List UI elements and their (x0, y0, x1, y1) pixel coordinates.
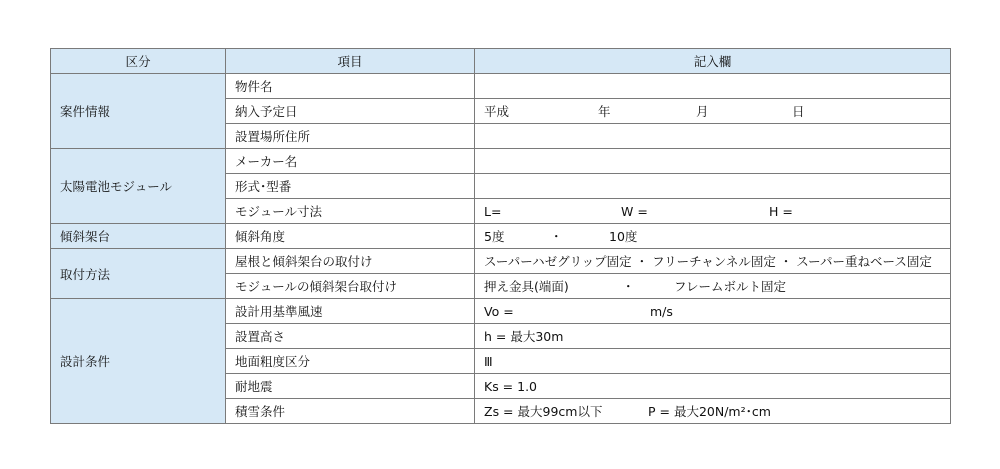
item-seismic: 耐地震 (226, 374, 475, 399)
entry-design-wind-speed[interactable] (475, 299, 951, 324)
entry-property-name[interactable] (475, 74, 951, 99)
entry-model-number[interactable] (475, 174, 951, 199)
table-row (51, 74, 951, 99)
snow-load: P = 最大20N/m²･cm (648, 404, 771, 419)
category-design-conditions: 設計条件 (51, 299, 226, 424)
angle-option-10: 10度 (609, 229, 638, 244)
header-entry: 記入欄 (475, 49, 951, 74)
snow-depth: Zs = 最大99cm以下 (484, 404, 603, 419)
item-terrain-roughness: 地面粗度区分 (226, 349, 475, 374)
item-install-address: 設置場所住所 (226, 124, 475, 149)
item-property-name: 物件名 (226, 74, 475, 99)
spec-form-table (50, 48, 951, 424)
item-snow-conditions: 積雪条件 (226, 399, 475, 424)
header-category: 区分 (51, 49, 226, 74)
category-project-info: 案件情報 (51, 74, 226, 149)
category-solar-module: 太陽電池モジュール (51, 149, 226, 224)
entry-tilt-angle[interactable] (475, 224, 951, 249)
mount-separator: ・ (622, 279, 635, 294)
entry-snow-conditions (475, 399, 951, 424)
header-item: 項目 (226, 49, 475, 74)
mount-option-clamp: 押え金具(端面) (484, 279, 569, 294)
table-row (51, 249, 951, 274)
entry-seismic: Ks = 1.0 (475, 374, 951, 399)
item-module-mounting: モジュールの傾斜架台取付け (226, 274, 475, 299)
item-module-dimensions: モジュール寸法 (226, 199, 475, 224)
item-design-wind-speed: 設計用基準風速 (226, 299, 475, 324)
item-tilt-angle: 傾斜角度 (226, 224, 475, 249)
mount-option-bolt: フレームボルト固定 (674, 279, 787, 294)
item-model-number: 形式･型番 (226, 174, 475, 199)
dim-width-label: W = (621, 203, 648, 219)
entry-module-dimensions[interactable] (475, 199, 951, 224)
date-era: 平成 (484, 104, 510, 119)
entry-install-address[interactable] (475, 124, 951, 149)
table-row (51, 224, 951, 249)
table-row (51, 149, 951, 174)
entry-roof-mounting[interactable]: スーパーハゼグリップ固定 ・ フリーチャンネル固定 ・ スーパー重ねベース固定 (475, 249, 951, 274)
angle-option-5: 5度 (484, 229, 505, 244)
entry-manufacturer[interactable] (475, 149, 951, 174)
item-install-height: 設置高さ (226, 324, 475, 349)
category-tilt-frame: 傾斜架台 (51, 224, 226, 249)
wind-unit: m/s (650, 303, 673, 319)
angle-separator: ・ (550, 229, 563, 244)
entry-terrain-roughness: Ⅲ (475, 349, 951, 374)
entry-delivery-date[interactable] (475, 99, 951, 124)
entry-module-mounting[interactable] (475, 274, 951, 299)
item-delivery-date: 納入予定日 (226, 99, 475, 124)
item-roof-mounting: 屋根と傾斜架台の取付け (226, 249, 475, 274)
item-manufacturer: メーカー名 (226, 149, 475, 174)
table-row (51, 299, 951, 324)
dim-length-label: L= (484, 203, 502, 219)
date-day-label: 日 (792, 104, 805, 119)
date-year-label: 年 (598, 104, 611, 119)
date-month-label: 月 (696, 104, 709, 119)
header-row (51, 49, 951, 74)
dim-height-label: H = (769, 203, 793, 219)
category-mounting-method: 取付方法 (51, 249, 226, 299)
wind-label: Vo = (484, 303, 514, 319)
entry-install-height: h = 最大30m (475, 324, 951, 349)
